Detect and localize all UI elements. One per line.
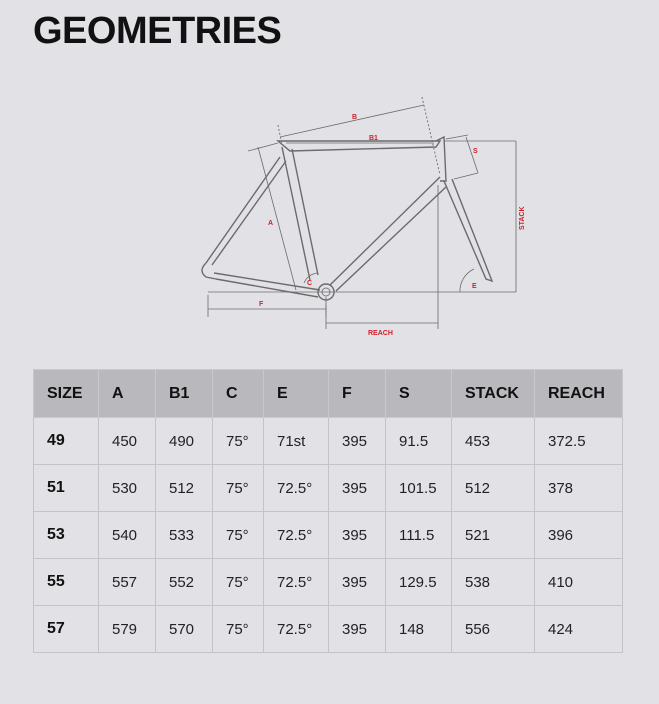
- label-e: E: [472, 283, 477, 290]
- header-stack: STACK: [452, 370, 535, 418]
- cell-e: 72.5°: [264, 465, 329, 512]
- table-row: [34, 512, 623, 559]
- cell-b1: 533: [156, 512, 213, 559]
- cell-reach: 396: [535, 512, 623, 559]
- header-reach: REACH: [535, 370, 623, 418]
- cell-f: 395: [329, 559, 386, 606]
- cell-reach: 378: [535, 465, 623, 512]
- cell-stack: 453: [452, 418, 535, 465]
- cell-b1: 490: [156, 418, 213, 465]
- frame-geometry-diagram: [0, 85, 659, 355]
- cell-b1: 552: [156, 559, 213, 606]
- dimension-lines: [208, 97, 516, 329]
- cell-c: 75°: [213, 512, 264, 559]
- cell-e: 72.5°: [264, 559, 329, 606]
- cell-f: 395: [329, 512, 386, 559]
- cell-stack: 538: [452, 559, 535, 606]
- header-size: SIZE: [34, 370, 99, 418]
- header-e: E: [264, 370, 329, 418]
- cell-s: 129.5: [386, 559, 452, 606]
- table-row: [34, 606, 623, 653]
- bike-frame-outline: [202, 137, 492, 300]
- label-b1: B1: [369, 135, 378, 142]
- cell-c: 75°: [213, 418, 264, 465]
- label-f: F: [259, 301, 264, 308]
- cell-c: 75°: [213, 465, 264, 512]
- cell-f: 395: [329, 465, 386, 512]
- cell-e: 72.5°: [264, 606, 329, 653]
- cell-size: 51: [34, 465, 99, 512]
- label-reach: REACH: [368, 330, 393, 337]
- header-c: C: [213, 370, 264, 418]
- cell-s: 101.5: [386, 465, 452, 512]
- table-row: [34, 465, 623, 512]
- header-a: A: [99, 370, 156, 418]
- cell-c: 75°: [213, 606, 264, 653]
- label-stack: STACK: [519, 206, 526, 230]
- cell-reach: 410: [535, 559, 623, 606]
- cell-a: 540: [99, 512, 156, 559]
- cell-s: 111.5: [386, 512, 452, 559]
- label-c: C: [307, 280, 313, 287]
- cell-s: 148: [386, 606, 452, 653]
- label-a: A: [268, 220, 274, 227]
- cell-f: 395: [329, 606, 386, 653]
- table-row: [34, 418, 623, 465]
- cell-a: 450: [99, 418, 156, 465]
- cell-size: 55: [34, 559, 99, 606]
- cell-s: 91.5: [386, 418, 452, 465]
- cell-b1: 512: [156, 465, 213, 512]
- cell-stack: 556: [452, 606, 535, 653]
- cell-size: 53: [34, 512, 99, 559]
- cell-reach: 424: [535, 606, 623, 653]
- cell-a: 530: [99, 465, 156, 512]
- header-b1: B1: [156, 370, 213, 418]
- cell-a: 557: [99, 559, 156, 606]
- cell-e: 72.5°: [264, 512, 329, 559]
- cell-size: 57: [34, 606, 99, 653]
- label-b: B: [352, 114, 358, 121]
- cell-stack: 512: [452, 465, 535, 512]
- label-s: S: [473, 148, 478, 155]
- header-f: F: [329, 370, 386, 418]
- geometry-table: [33, 369, 623, 653]
- cell-f: 395: [329, 418, 386, 465]
- page-title: GEOMETRIES: [33, 10, 282, 52]
- cell-c: 75°: [213, 559, 264, 606]
- cell-e: 71st: [264, 418, 329, 465]
- cell-stack: 521: [452, 512, 535, 559]
- cell-b1: 570: [156, 606, 213, 653]
- cell-size: 49: [34, 418, 99, 465]
- cell-a: 579: [99, 606, 156, 653]
- cell-reach: 372.5: [535, 418, 623, 465]
- table-row: [34, 559, 623, 606]
- header-s: S: [386, 370, 452, 418]
- table-header-row: [34, 370, 623, 418]
